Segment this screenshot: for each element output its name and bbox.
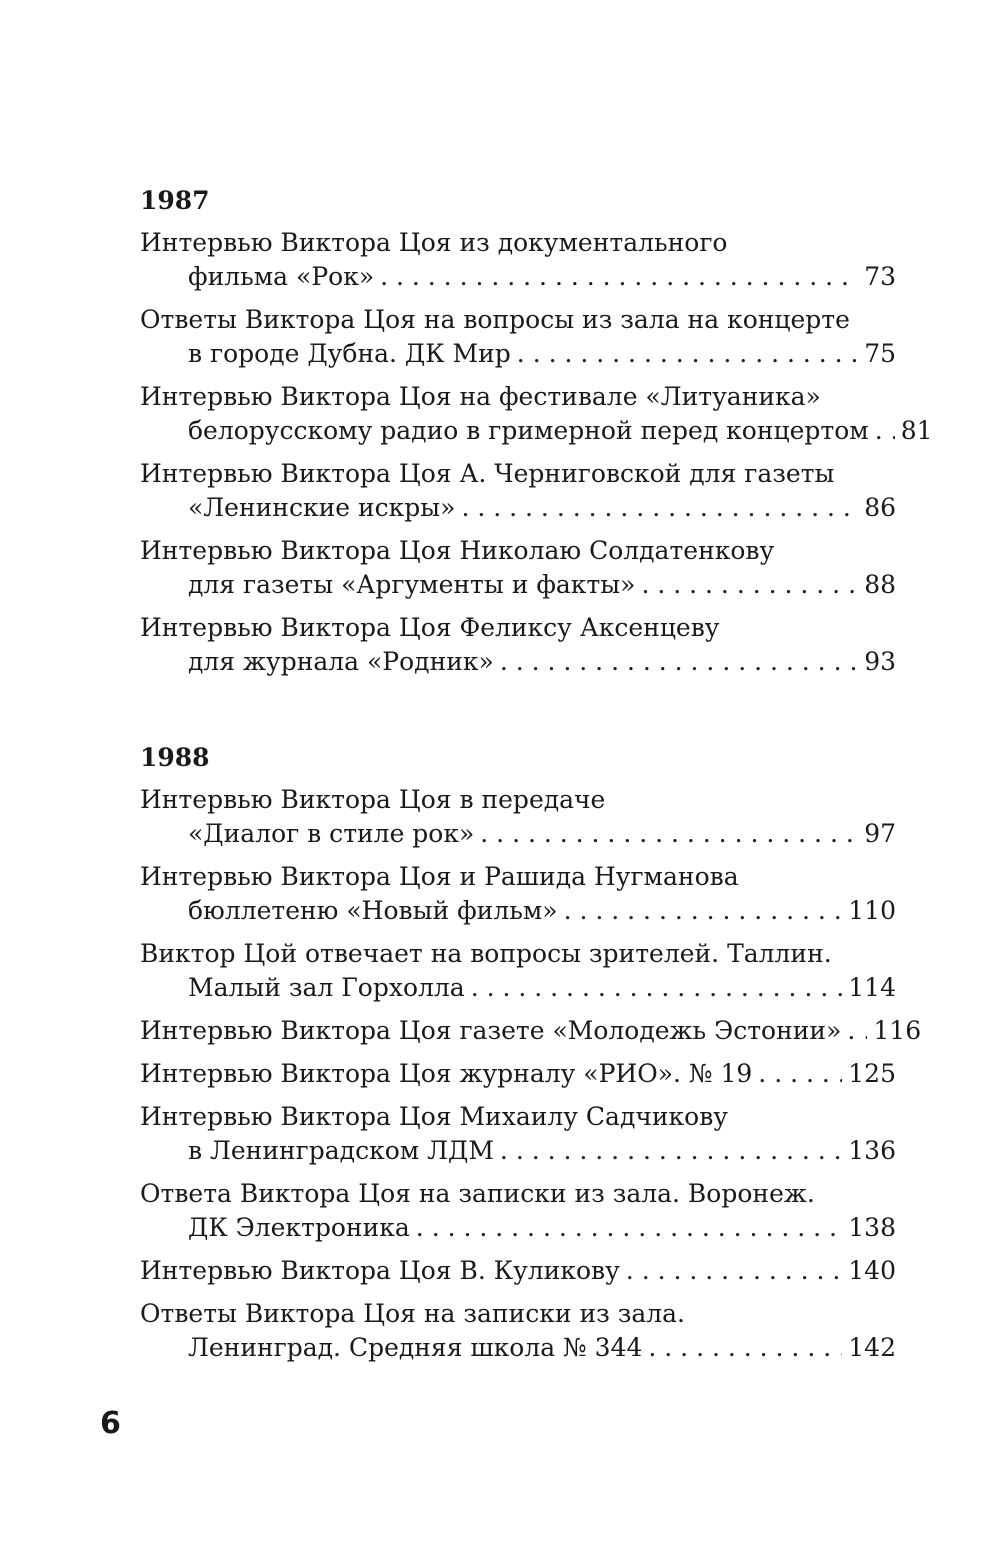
- toc-entry: [140, 1297, 896, 1365]
- dot-leader: [641, 568, 858, 602]
- entry-title-line2: для газеты «Аргументы и факты»: [188, 570, 636, 599]
- entry-page-number: 138: [848, 1213, 896, 1242]
- dot-leader: [875, 414, 895, 448]
- entry-page-number: 125: [848, 1059, 896, 1088]
- entry-page-number: 114: [848, 973, 896, 1002]
- toc-entry: [140, 783, 896, 851]
- entry-title-line1: Ответы Виктора Цоя на записки из зала.: [140, 1299, 685, 1328]
- entry-page-number: 136: [848, 1136, 896, 1165]
- entry-page-number: 75: [864, 339, 896, 368]
- toc-entry: [140, 457, 896, 525]
- dot-leader: [461, 491, 858, 525]
- toc-entry: [140, 534, 896, 602]
- toc-entry: [140, 1177, 896, 1245]
- entry-title-line2: для журнала «Родник»: [188, 647, 494, 676]
- toc-entry: [140, 1254, 896, 1288]
- dot-leader: [626, 1254, 842, 1288]
- entry-page-number: 81: [900, 416, 933, 445]
- dot-leader: [500, 1134, 842, 1168]
- entry-title-line2: в городе Дубна. ДК Мир: [188, 339, 511, 368]
- entry-title: Интервью Виктора Цоя В. Куликову: [140, 1256, 620, 1285]
- section-year: 1988: [140, 743, 210, 772]
- dot-leader: [758, 1057, 842, 1091]
- entry-page-number: 73: [864, 262, 896, 291]
- entry-title-line1: Интервью Виктора Цоя Феликсу Аксенцеву: [140, 613, 720, 642]
- entry-title-line1: Интервью Виктора Цоя в передаче: [140, 785, 606, 814]
- entry-title-line2: Малый зал Горхолла: [188, 973, 465, 1002]
- dot-leader: [380, 260, 858, 294]
- table-of-contents: [140, 186, 933, 1374]
- toc-entry: [140, 303, 896, 371]
- toc-entry: [140, 226, 896, 294]
- entry-page-number: 142: [848, 1333, 896, 1362]
- entry-page-number: 93: [864, 647, 896, 676]
- entry-title-line1: Интервью Виктора Цоя на фестивале «Литуаника»: [140, 382, 821, 411]
- entry-page-number: 116: [873, 1016, 922, 1045]
- toc-entry: [140, 1057, 896, 1091]
- entry-page-number: 140: [848, 1256, 896, 1285]
- dot-leader: [847, 1014, 867, 1048]
- entry-page-number: 86: [864, 493, 896, 522]
- entry-title-line1: Виктор Цой отвечает на вопросы зрителей. Таллин.: [140, 939, 832, 968]
- toc-section-1987: [140, 186, 933, 679]
- toc-entry: [140, 611, 896, 679]
- entry-title: Интервью Виктора Цоя газете «Молодежь Эстонии»: [140, 1016, 842, 1045]
- entry-title: Интервью Виктора Цоя журналу «РИО». № 19: [140, 1059, 753, 1088]
- toc-entry: [140, 937, 896, 1005]
- entry-title-line2: бюллетеню «Новый фильм»: [188, 896, 558, 925]
- page-number: 6: [100, 1406, 121, 1441]
- toc-entry: [140, 380, 933, 448]
- toc-entry: [140, 1100, 896, 1168]
- entry-title-line1: Интервью Виктора Цоя из документального: [140, 228, 728, 257]
- entry-title-line2: «Ленинские искры»: [188, 493, 456, 522]
- entry-page-number: 97: [864, 819, 896, 848]
- dot-leader: [517, 337, 858, 371]
- dot-leader: [648, 1331, 842, 1365]
- dot-leader: [480, 817, 858, 851]
- entry-page-number: 88: [864, 570, 896, 599]
- dot-leader: [500, 645, 858, 679]
- entry-page-number: 110: [848, 896, 896, 925]
- entry-title-line1: Интервью Виктора Цоя Михаилу Садчикову: [140, 1102, 729, 1131]
- entry-title-line1: Ответы Виктора Цоя на вопросы из зала на концерте: [140, 305, 850, 334]
- entry-title-line2: Ленинград. Средняя школа № 344: [188, 1333, 643, 1362]
- section-year: 1987: [140, 186, 210, 215]
- toc-entry: [140, 860, 896, 928]
- entry-title-line2: ДК Электроника: [188, 1213, 410, 1242]
- dot-leader: [564, 894, 843, 928]
- entry-title-line2: в Ленинградском ЛДМ: [188, 1136, 494, 1165]
- entry-title-line2: фильма «Рок»: [188, 262, 375, 291]
- entry-title-line1: Интервью Виктора Цоя Николаю Солдатенкову: [140, 536, 775, 565]
- toc-entry: [140, 1014, 922, 1048]
- entry-title-line2: белорусскому радио в гримерной перед концертом: [188, 416, 869, 445]
- entry-title-line1: Интервью Виктора Цоя А. Черниговской для газеты: [140, 459, 835, 488]
- entry-title-line1: Ответа Виктора Цоя на записки из зала. Воронеж.: [140, 1179, 815, 1208]
- dot-leader: [416, 1211, 842, 1245]
- dot-leader: [471, 971, 843, 1005]
- toc-section-1988: [140, 743, 922, 1365]
- entry-title-line1: Интервью Виктора Цоя и Рашида Нугманова: [140, 862, 739, 891]
- entry-title-line2: «Диалог в стиле рок»: [188, 819, 475, 848]
